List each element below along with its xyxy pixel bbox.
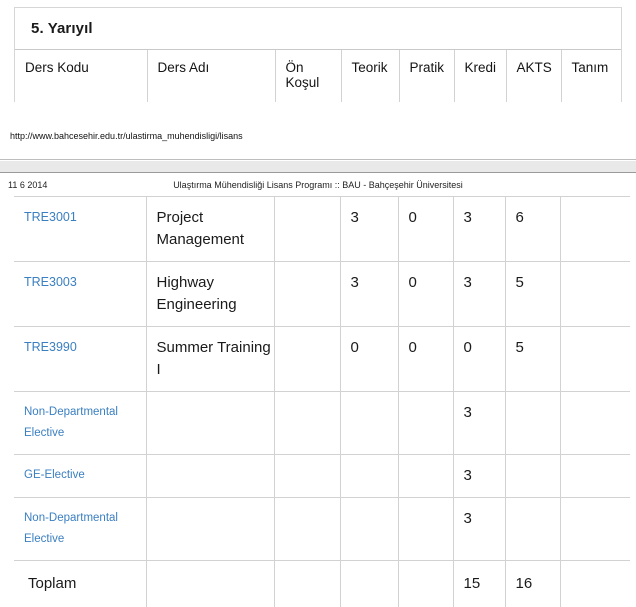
cell-teorik bbox=[340, 498, 398, 561]
cell-kredi: 3 bbox=[453, 392, 505, 455]
table-total-row bbox=[14, 561, 630, 607]
column-header-kredi: Kredi bbox=[454, 50, 506, 102]
table-row bbox=[14, 392, 630, 455]
cell-prereq bbox=[274, 392, 340, 455]
cell-total-tanim bbox=[560, 561, 630, 607]
cell-total-label: Toplam bbox=[14, 561, 146, 607]
cell-tanim bbox=[560, 498, 630, 561]
page-header-title: Ulaştırma Mühendisliği Lisans Programı :: BAU - Bahçeşehir Üniversitesi bbox=[0, 180, 636, 190]
cell-teorik bbox=[340, 392, 398, 455]
table-row bbox=[14, 197, 630, 262]
cell-kredi: 3 bbox=[453, 498, 505, 561]
cell-akts bbox=[505, 455, 560, 498]
cell-pratik: 0 bbox=[398, 197, 453, 262]
course-table-header bbox=[15, 50, 631, 102]
cell-tanim bbox=[560, 327, 630, 392]
cell-prereq bbox=[274, 262, 340, 327]
cell-pratik: 0 bbox=[398, 327, 453, 392]
cell-teorik: 3 bbox=[340, 262, 398, 327]
cell-kredi: 3 bbox=[453, 262, 505, 327]
cell-course-name bbox=[146, 392, 274, 455]
cell-total-teorik bbox=[340, 561, 398, 607]
cell-prereq bbox=[274, 498, 340, 561]
column-header-on-kosul: Ön Koşul bbox=[275, 50, 341, 102]
table-header-row bbox=[15, 50, 631, 102]
cell-course-code[interactable] bbox=[14, 262, 146, 327]
cell-teorik: 3 bbox=[340, 197, 398, 262]
cell-pratik bbox=[398, 392, 453, 455]
cell-total-prereq bbox=[274, 561, 340, 607]
column-header-akts: AKTS bbox=[506, 50, 561, 102]
cell-teorik: 0 bbox=[340, 327, 398, 392]
course-code-link[interactable]: Non-Departmental Elective bbox=[24, 406, 118, 439]
cell-prereq bbox=[274, 327, 340, 392]
cell-course-code[interactable] bbox=[14, 498, 146, 561]
cell-prereq bbox=[274, 455, 340, 498]
column-header-teorik: Teorik bbox=[341, 50, 399, 102]
cell-course-code[interactable] bbox=[14, 392, 146, 455]
course-code-link[interactable]: Non-Departmental Elective bbox=[24, 512, 118, 545]
footer-url: http://www.bahcesehir.edu.tr/ulastirma_muhendisligi/lisans bbox=[10, 131, 243, 141]
cell-tanim bbox=[560, 262, 630, 327]
course-code-link[interactable]: TRE3003 bbox=[24, 275, 77, 289]
table-row bbox=[14, 498, 630, 561]
column-header-pratik: Pratik bbox=[399, 50, 454, 102]
table-row bbox=[14, 455, 630, 498]
semester-title: 5. Yarıyıl bbox=[15, 8, 621, 50]
course-code-link[interactable]: TRE3990 bbox=[24, 340, 77, 354]
column-header-ders-kodu: Ders Kodu bbox=[15, 50, 147, 102]
cell-course-code[interactable] bbox=[14, 327, 146, 392]
print-date: 11 6 2014 bbox=[8, 180, 47, 190]
cell-akts: 6 bbox=[505, 197, 560, 262]
course-code-link[interactable]: TRE3001 bbox=[24, 210, 77, 224]
cell-pratik bbox=[398, 455, 453, 498]
cell-tanim bbox=[560, 197, 630, 262]
cell-course-name: Highway Engineering bbox=[146, 262, 274, 327]
table-row bbox=[14, 262, 630, 327]
column-header-tanim: Tanım bbox=[561, 50, 631, 102]
cell-course-name: Project Management bbox=[146, 197, 274, 262]
top-page-fragment bbox=[0, 0, 636, 160]
cell-tanim bbox=[560, 392, 630, 455]
cell-akts bbox=[505, 498, 560, 561]
cell-prereq bbox=[274, 197, 340, 262]
cell-akts bbox=[505, 392, 560, 455]
semester-table-top bbox=[14, 7, 622, 102]
course-table-continued bbox=[14, 196, 622, 607]
cell-total-akts: 16 bbox=[505, 561, 560, 607]
cell-course-code[interactable] bbox=[14, 197, 146, 262]
cell-total-kredi: 15 bbox=[453, 561, 505, 607]
column-header-ders-adi: Ders Adı bbox=[147, 50, 275, 102]
cell-kredi: 3 bbox=[453, 455, 505, 498]
cell-total-name bbox=[146, 561, 274, 607]
cell-teorik bbox=[340, 455, 398, 498]
cell-course-name bbox=[146, 498, 274, 561]
cell-kredi: 3 bbox=[453, 197, 505, 262]
course-code-link[interactable]: GE-Elective bbox=[24, 469, 85, 481]
cell-tanim bbox=[560, 455, 630, 498]
cell-course-name bbox=[146, 455, 274, 498]
cell-akts: 5 bbox=[505, 262, 560, 327]
cell-akts: 5 bbox=[505, 327, 560, 392]
table-row bbox=[14, 327, 630, 392]
cell-total-pratik bbox=[398, 561, 453, 607]
cell-pratik: 0 bbox=[398, 262, 453, 327]
cell-pratik bbox=[398, 498, 453, 561]
cell-kredi: 0 bbox=[453, 327, 505, 392]
cell-course-name: Summer Training I bbox=[146, 327, 274, 392]
page-break-strip bbox=[0, 161, 636, 173]
cell-course-code[interactable] bbox=[14, 455, 146, 498]
